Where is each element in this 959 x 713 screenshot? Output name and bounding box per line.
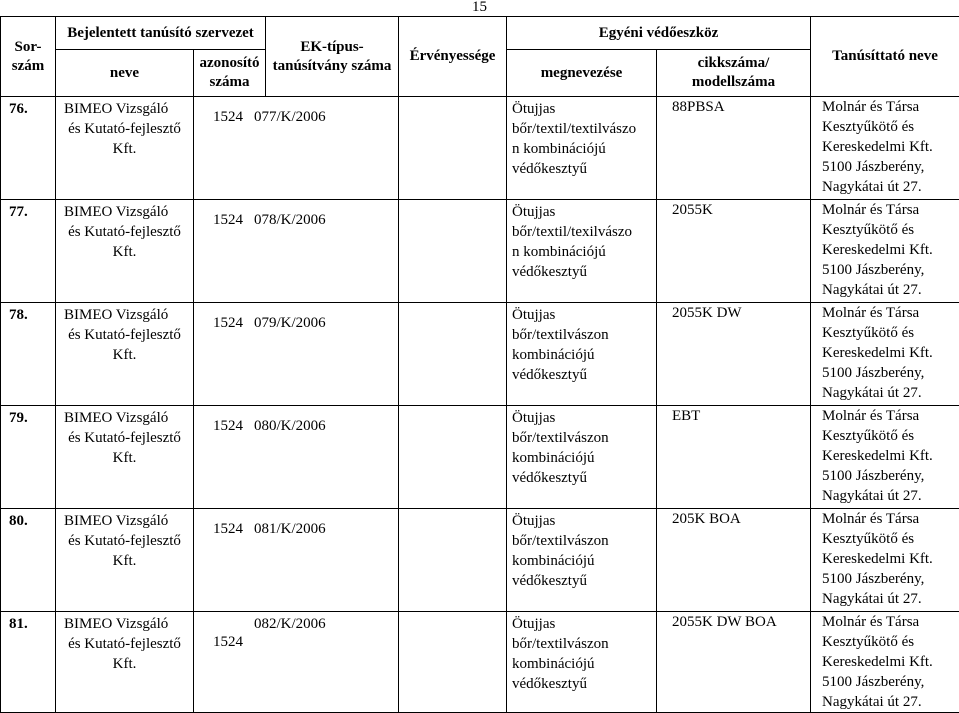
equipment-model: 88PBSA	[657, 97, 811, 200]
certifier-line: Kereskedelmi Kft.	[822, 139, 933, 155]
header-org-id: azonosító száma	[194, 50, 266, 97]
org-id-and-cert	[194, 509, 399, 612]
equipment-name-line: védőkesztyű	[512, 676, 587, 692]
row-number: 77.	[1, 200, 56, 303]
equipment-name-line: bőr/textilvászon	[512, 327, 609, 343]
org-name	[56, 97, 194, 200]
org-name-line: Kft.	[112, 450, 137, 466]
header-certifier: Tanúsíttató neve	[811, 17, 959, 97]
certifier	[811, 97, 959, 200]
org-name	[56, 612, 194, 713]
header-ek-cert: EK-típus-tanúsítvány száma	[266, 17, 399, 97]
org-name-line: és Kutató-fejlesztő	[68, 533, 181, 549]
org-name-line: Kft.	[112, 141, 137, 157]
certifier	[811, 406, 959, 509]
equipment-name-line: n kombinációjú	[512, 244, 606, 260]
equipment-model: 2055K DW BOA	[657, 612, 811, 713]
equipment-name-line: Ötujjas	[512, 307, 556, 323]
org-id-and-cert	[194, 612, 399, 713]
org-name-line: Kft.	[112, 656, 137, 672]
equipment-name-line: védőkesztyű	[512, 470, 587, 486]
equipment-name-line: Ötujjas	[512, 101, 556, 117]
equipment-model: EBT	[657, 406, 811, 509]
equipment-model: 205K BOA	[657, 509, 811, 612]
equipment-name-line: védőkesztyű	[512, 367, 587, 383]
equipment-model: 2055K	[657, 200, 811, 303]
certifier-line: Kereskedelmi Kft.	[822, 551, 933, 567]
org-name	[56, 303, 194, 406]
certifier	[811, 200, 959, 303]
certifier-line: Nagykátai út 27.	[822, 694, 922, 710]
certifier	[811, 303, 959, 406]
table-row	[1, 612, 959, 713]
org-name-line: BIMEO Vizsgáló	[64, 513, 169, 529]
equipment-name-line: bőr/textil/textilvászo	[512, 121, 637, 137]
equipment-name-line: Ötujjas	[512, 616, 556, 632]
table-row	[1, 509, 959, 612]
certifier-line: Molnár és Társa	[822, 202, 920, 218]
ek-cert-number: 081/K/2006	[254, 521, 326, 537]
ppe-certificate-table	[0, 16, 959, 713]
org-name-line: és Kutató-fejlesztő	[68, 430, 181, 446]
equipment-name-line: bőr/textil/texilvászo	[512, 224, 632, 240]
equipment-name	[507, 303, 657, 406]
org-id-and-cert	[194, 406, 399, 509]
equipment-name-line: Ötujjas	[512, 513, 556, 529]
certifier-line: Molnár és Társa	[822, 511, 920, 527]
certifier-line: Nagykátai út 27.	[822, 591, 922, 607]
certifier-line: Kereskedelmi Kft.	[822, 242, 933, 258]
org-name	[56, 509, 194, 612]
header-sorszam: Sor- szám	[1, 17, 56, 97]
page-number: 15	[472, 0, 487, 15]
header-org-group: Bejelentett tanúsító szervezet	[56, 17, 266, 50]
org-id: 1524	[213, 418, 243, 434]
org-name-line: és Kutató-fejlesztő	[68, 121, 181, 137]
org-id: 1524	[213, 315, 243, 331]
org-name-line: BIMEO Vizsgáló	[64, 204, 169, 220]
certifier-line: Nagykátai út 27.	[822, 488, 922, 504]
row-number: 78.	[1, 303, 56, 406]
ek-cert-number: 080/K/2006	[254, 418, 326, 434]
equipment-name	[507, 612, 657, 713]
equipment-name-line: kombinációjú	[512, 347, 595, 363]
certifier-line: Kesztyűkötő és	[822, 531, 915, 547]
header-equip-name: megnevezése	[507, 50, 657, 97]
org-name	[56, 200, 194, 303]
certifier-line: Nagykátai út 27.	[822, 282, 922, 298]
org-name-line: Kft.	[112, 244, 137, 260]
equipment-name-line: védőkesztyű	[512, 264, 587, 280]
org-id: 1524	[213, 634, 243, 650]
equipment-name-line: kombinációjú	[512, 656, 595, 672]
org-id: 1524	[213, 521, 243, 537]
org-name-line: BIMEO Vizsgáló	[64, 410, 169, 426]
validity	[399, 509, 507, 612]
certifier-line: 5100 Jászberény,	[822, 674, 925, 690]
header-equip-model: cikkszáma/ modellszáma	[657, 50, 811, 97]
equipment-name-line: kombinációjú	[512, 450, 595, 466]
equipment-name-line: védőkesztyű	[512, 573, 587, 589]
org-name-line: BIMEO Vizsgáló	[64, 616, 169, 632]
certifier-line: Molnár és Társa	[822, 408, 920, 424]
certifier-line: 5100 Jászberény,	[822, 365, 925, 381]
equipment-name	[507, 97, 657, 200]
org-name-line: BIMEO Vizsgáló	[64, 101, 169, 117]
certifier-line: 5100 Jászberény,	[822, 262, 925, 278]
org-id-and-cert	[194, 97, 399, 200]
certifier	[811, 509, 959, 612]
row-number: 79.	[1, 406, 56, 509]
certifier-line: Kereskedelmi Kft.	[822, 345, 933, 361]
equipment-name	[507, 509, 657, 612]
header-org-name: neve	[56, 50, 194, 97]
equipment-name-line: védőkesztyű	[512, 161, 587, 177]
certifier-line: Nagykátai út 27.	[822, 179, 922, 195]
org-name-line: BIMEO Vizsgáló	[64, 307, 169, 323]
equipment-name-line: bőr/textilvászon	[512, 636, 609, 652]
equipment-name-line: bőr/textilvászon	[512, 430, 609, 446]
row-number: 76.	[1, 97, 56, 200]
validity	[399, 406, 507, 509]
row-number: 80.	[1, 509, 56, 612]
ek-cert-number: 082/K/2006	[254, 616, 326, 632]
certifier-line: Kesztyűkötő és	[822, 222, 915, 238]
certifier-line: 5100 Jászberény,	[822, 159, 925, 175]
ek-cert-number: 079/K/2006	[254, 315, 326, 331]
certifier-line: Kesztyűkötő és	[822, 428, 915, 444]
row-number: 81.	[1, 612, 56, 713]
validity	[399, 303, 507, 406]
validity	[399, 200, 507, 303]
ek-cert-number: 078/K/2006	[254, 212, 326, 228]
org-name-line: és Kutató-fejlesztő	[68, 636, 181, 652]
certifier-line: Kesztyűkötő és	[822, 119, 915, 135]
org-name-line: Kft.	[112, 347, 137, 363]
org-name-line: Kft.	[112, 553, 137, 569]
org-name	[56, 406, 194, 509]
header-equip-group: Egyéni védőeszköz	[507, 17, 811, 50]
certifier-line: 5100 Jászberény,	[822, 571, 925, 587]
validity	[399, 97, 507, 200]
org-id: 1524	[213, 109, 243, 125]
certifier-line: Kesztyűkötő és	[822, 325, 915, 341]
table-row	[1, 97, 959, 200]
org-id-and-cert	[194, 303, 399, 406]
org-name-line: és Kutató-fejlesztő	[68, 327, 181, 343]
org-id: 1524	[213, 212, 243, 228]
table-row	[1, 303, 959, 406]
certifier-line: 5100 Jászberény,	[822, 468, 925, 484]
equipment-model: 2055K DW	[657, 303, 811, 406]
equipment-name	[507, 200, 657, 303]
equipment-name	[507, 406, 657, 509]
equipment-name-line: n kombinációjú	[512, 141, 606, 157]
table-row	[1, 200, 959, 303]
certifier-line: Nagykátai út 27.	[822, 385, 922, 401]
certifier-line: Molnár és Társa	[822, 305, 920, 321]
org-id-and-cert	[194, 200, 399, 303]
certifier-line: Kereskedelmi Kft.	[822, 654, 933, 670]
header-validity: Érvényessége	[399, 17, 507, 97]
certifier-line: Kereskedelmi Kft.	[822, 448, 933, 464]
equipment-name-line: Ötujjas	[512, 410, 556, 426]
org-name-line: és Kutató-fejlesztő	[68, 224, 181, 240]
ek-cert-number: 077/K/2006	[254, 109, 326, 125]
certifier-line: Molnár és Társa	[822, 99, 920, 115]
equipment-name-line: kombinációjú	[512, 553, 595, 569]
certifier-line: Molnár és Társa	[822, 614, 920, 630]
table-row	[1, 406, 959, 509]
equipment-name-line: bőr/textilvászon	[512, 533, 609, 549]
certifier-line: Kesztyűkötő és	[822, 634, 915, 650]
certifier	[811, 612, 959, 713]
validity	[399, 612, 507, 713]
equipment-name-line: Ötujjas	[512, 204, 556, 220]
